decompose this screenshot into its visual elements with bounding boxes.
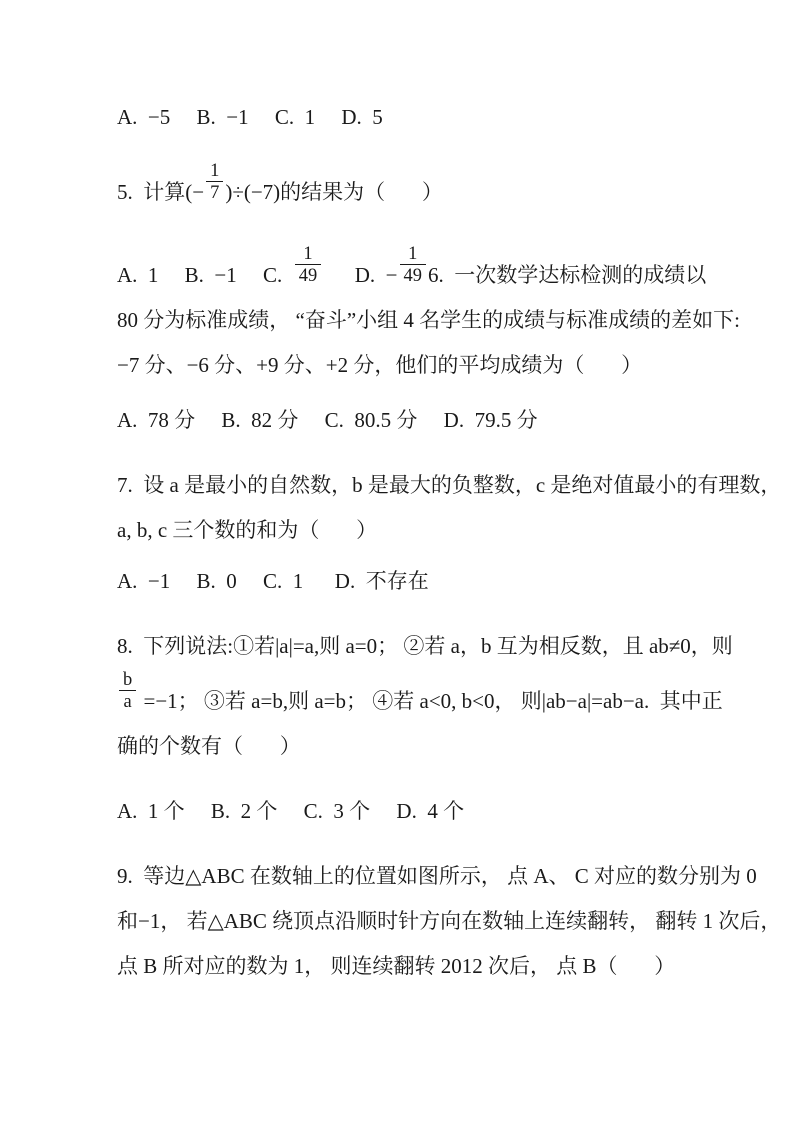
q5-fraction — [206, 160, 223, 202]
q6-intro-text: 6. 一次数学达标检测的成绩以 — [427, 263, 707, 288]
q9-line1: 9. 等边△ABC 在数轴上的位置如图所示， 点 A、 C 对应的数分别为 0 — [117, 864, 757, 889]
q6-line2: 80 分为标准成绩， “奋斗”小组 4 名学生的成绩与标准成绩的差如下: — [117, 308, 740, 333]
q8-options-line: A. 1 个 B. 2 个 C. 3 个 D. 4 个 — [117, 799, 465, 824]
q7-options-line: A. −1 B. 0 C. 1 D. 不存在 — [117, 569, 429, 594]
q5-option-d-prefix-text: D. − — [323, 263, 398, 288]
q5-options-abc-text: A. 1 B. −1 C. — [117, 263, 293, 288]
q8-fraction — [119, 669, 136, 711]
q8-question-paragraph — [117, 624, 737, 769]
exam-content — [117, 95, 782, 989]
q5-options-line — [117, 243, 737, 298]
q6-options-line: A. 78 分 B. 82 分 C. 80.5 分 D. 79.5 分 — [117, 408, 538, 433]
q8-line1: 8. 下列说法:①若|a|=a,则 a=0； ②若 a，b 互为相反数，且 ab≠0，则 — [117, 634, 733, 659]
q7-line1: 7. 设 a 是最小的自然数，b 是最大的负整数，c 是绝对值最小的有理数， — [117, 473, 782, 498]
q5-options-and-q6-paragraph — [117, 243, 740, 388]
q8-line2 — [117, 669, 737, 724]
q5-option-c-fraction-denominator: 49 — [298, 264, 318, 285]
q5-option-d-fraction — [400, 243, 426, 285]
q7-line2: a, b, c 三个数的和为（ ） — [117, 518, 378, 543]
q8-fraction-denominator: a — [123, 691, 132, 711]
q8-line3: 确的个数有（ ） — [117, 734, 301, 759]
q5-option-d-fraction-denominator: 49 — [403, 264, 422, 285]
q5-option-c-fraction-numerator: 1 — [295, 243, 321, 265]
q5-option-c-fraction — [295, 243, 321, 285]
q7-question-paragraph — [117, 463, 782, 553]
q5-prefix-text: 5. 计算(− — [117, 180, 205, 205]
q8-fraction-numerator: b — [119, 669, 136, 691]
q4-options-line — [117, 95, 737, 140]
q9-line3: 点 B 所对应的数为 1， 则连续翻转 2012 次后， 点 B（ ） — [117, 954, 676, 979]
q9-line2: 和−1， 若△ABC 绕顶点沿顺时针方向在数轴上连续翻转， 翻转 1 次后， — [117, 909, 782, 934]
q5-fraction-denominator: 7 — [210, 181, 220, 202]
q4-options-text: A. −5 B. −1 C. 1 D. 5 — [117, 105, 383, 129]
q9-question-paragraph — [117, 854, 782, 989]
q5-fraction-numerator: 1 — [206, 160, 223, 182]
q6-line3: −7 分、−6 分、+9 分、+2 分，他们的平均成绩为（ ） — [117, 353, 643, 378]
q5-question-line — [117, 160, 737, 215]
q5-suffix-text: )÷(−7)的结果为（ ） — [225, 180, 443, 205]
q5-option-d-fraction-numerator: 1 — [400, 243, 426, 265]
q8-line2-text: =−1； ③若 a=b,则 a=b； ④若 a<0, b<0， 则|ab−a|=ab−a. 其中正 — [138, 689, 723, 714]
